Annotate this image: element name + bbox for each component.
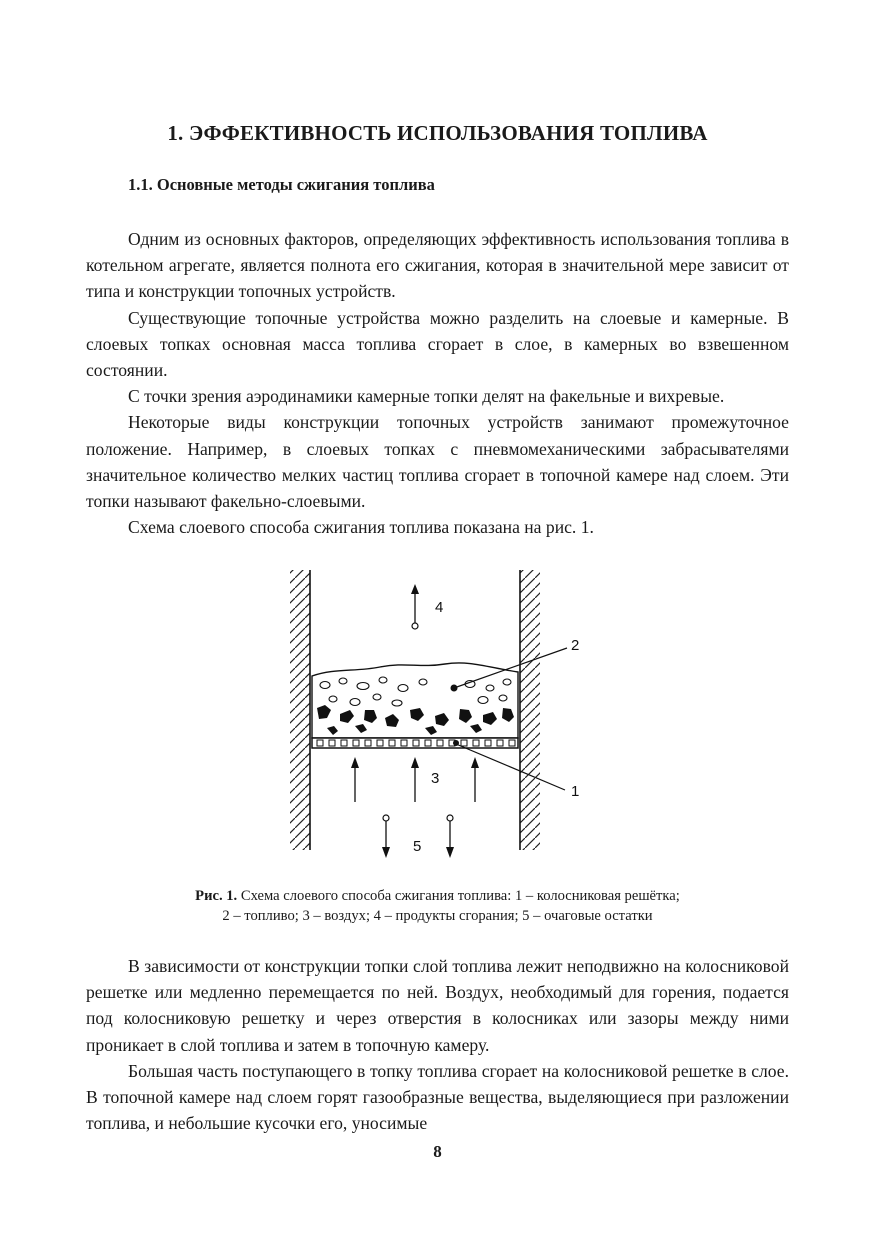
figure-caption xyxy=(86,886,789,926)
section-title: 1.1. Основные методы сжигания топлива xyxy=(128,175,435,194)
right-wall xyxy=(520,570,540,850)
chapter-title: 1. ЭФФЕКТИВНОСТЬ ИСПОЛЬЗОВАНИЯ ТОПЛИВА xyxy=(167,121,708,145)
grate xyxy=(312,738,518,748)
caption-label: Рис. 1. xyxy=(195,888,238,904)
body-text-after-figure xyxy=(86,953,789,1136)
figure-layer-combustion-diagram xyxy=(285,568,595,874)
paragraph: Большая часть поступающего в топку топлива сгорает на колосниковой решетке в слое. В топочной камере над слоем горят газообразные вещества, выделяющиеся при разложении топлива, и небольшие кусочки его, уносимые xyxy=(86,1060,789,1134)
page-number: 8 xyxy=(433,1142,442,1161)
body-text-before-figure xyxy=(86,226,789,540)
paragraph: Схема слоевого способа сжигания топлива показана на рис. 1. xyxy=(128,517,594,538)
arrow-products-up xyxy=(411,584,419,629)
air-arrows xyxy=(351,757,479,802)
label-3: 3 xyxy=(431,770,440,787)
paragraph: В зависимости от конструкции топки слой топлива лежит неподвижно на колосниковой решетке или медленно перемещается по ней. Воздух, необходимый для горения, подается под колосниковую решетку и через отверстия в колосниках или зазоры между ними проникает в слой топлива и затем в топочную камеру. xyxy=(86,956,789,1055)
fuel-layer xyxy=(312,663,518,738)
caption-line-1: Схема слоевого способа сжигания топлива: 1 – колосниковая решётка; xyxy=(240,888,680,904)
left-wall xyxy=(290,570,310,850)
paragraph: Существующие топочные устройства можно разделить на слоевые и камерные. В слоевых топках основная масса топлива сгорает в слое, в камерных во взвешенном состоянии. xyxy=(86,307,789,381)
label-4: 4 xyxy=(435,599,444,616)
label-1: 1 xyxy=(571,783,580,800)
label-5: 5 xyxy=(413,838,422,855)
paragraph: Одним из основных факторов, определяющих эффективность использования топлива в котельном агрегате, является полнота его сжигания, которая в значительной мере зависит от типа и конструкции топочных устройств. xyxy=(86,229,789,302)
paragraph: Некоторые виды конструкции топочных устройств занимают промежуточное положение. Например, в слоевых топках с пневмомеханическими забрасывателями значительное количество мелких частиц топлива сгорает в топочной камере над слоем. Эти топки называют факельно-слоевыми. xyxy=(86,412,789,512)
label-2: 2 xyxy=(571,637,580,654)
paragraph: С точки зрения аэродинамики камерные топки делят на факельные и вихревые. xyxy=(128,386,725,407)
caption-line-2: 2 – топливо; 3 – воздух; 4 – продукты сгорания; 5 – очаговые остатки xyxy=(222,908,653,924)
